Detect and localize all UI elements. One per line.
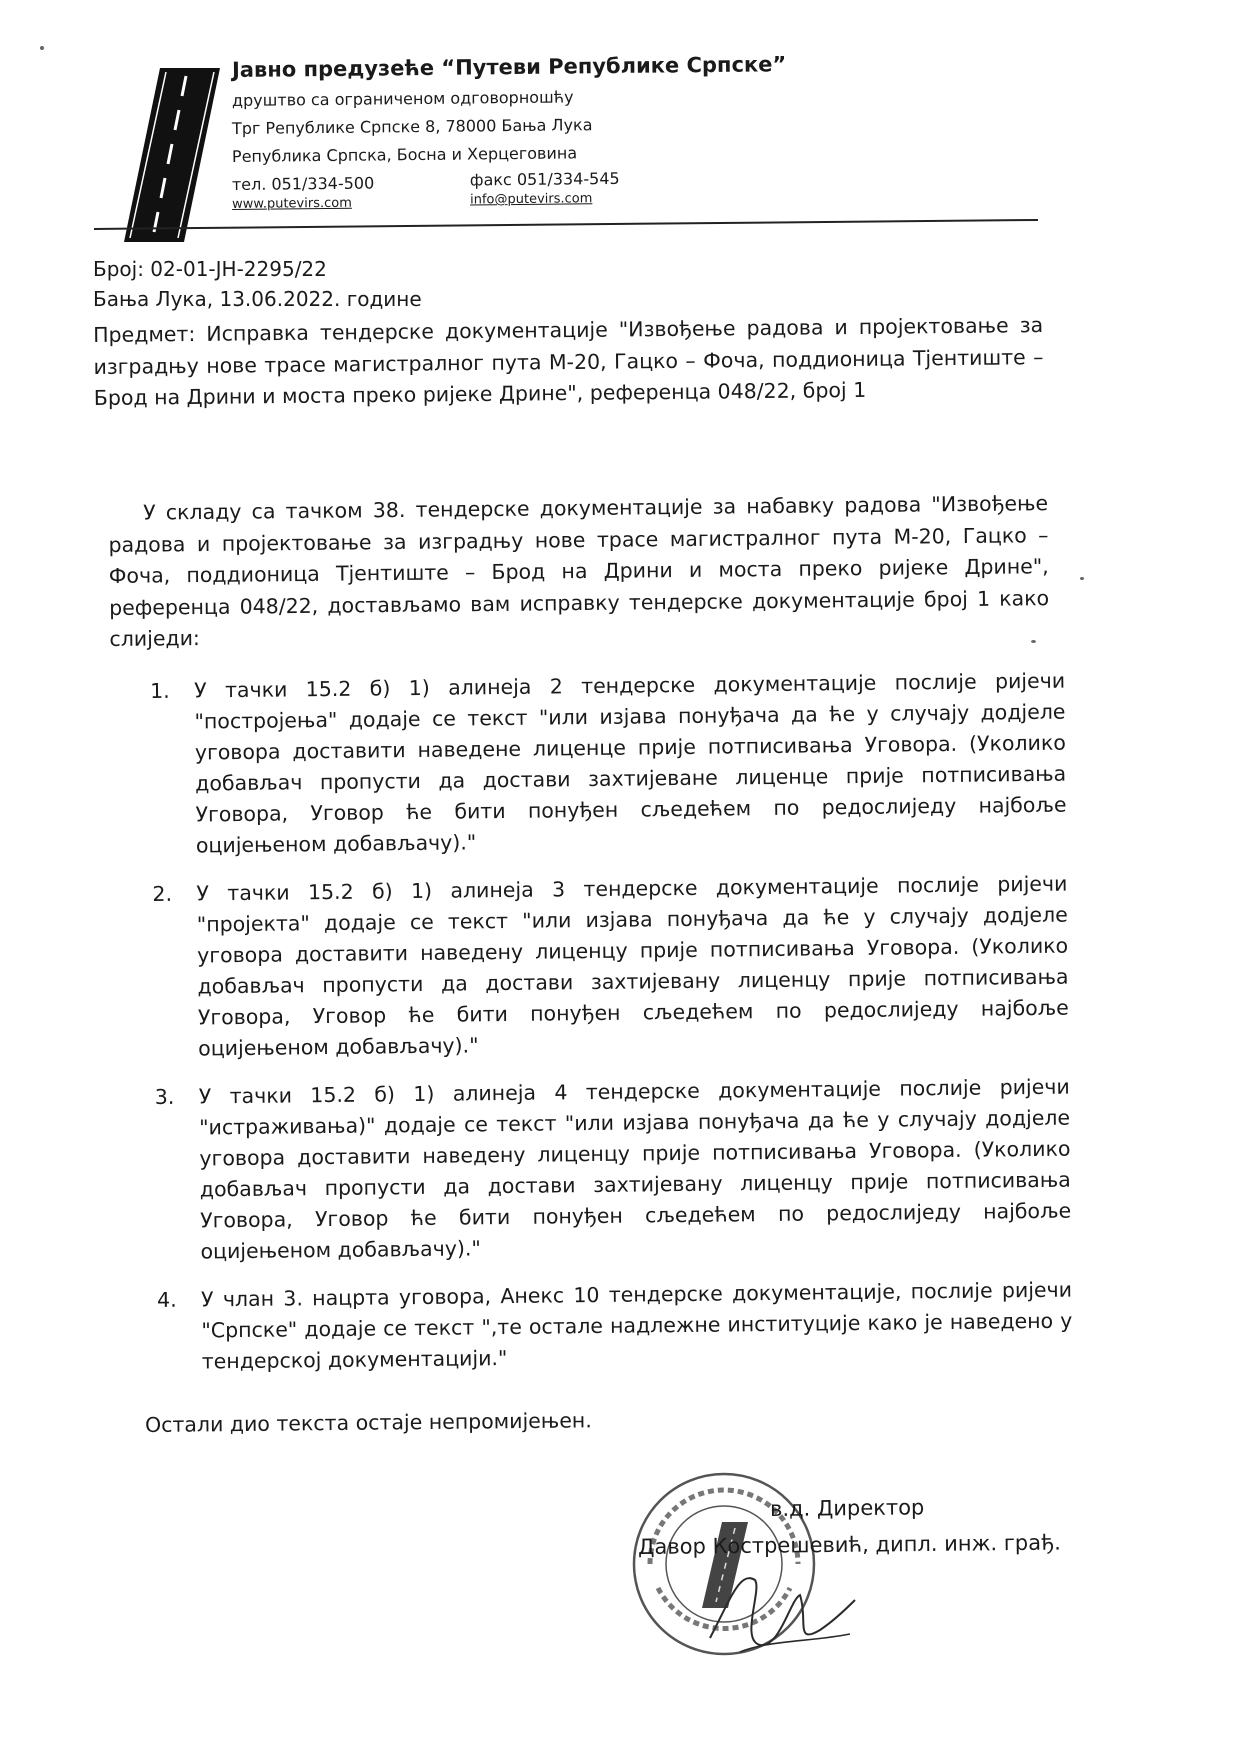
document-subject: Предмет: Исправка тендерске документације "Извођење радова и пројектовање за изградњу нове трасе магистралног пута М-20, Гацко – Фоча, поддионица Тјентиште – Брод на Дрини и моста преко ријеке Дрине", референца 048/22, број 1 <box>93 313 1044 410</box>
list-item-number: 4. <box>156 1287 177 1312</box>
signatory-name: Давор Кострешевић, дипл. инж. грађ. <box>637 1530 1061 1559</box>
list-item-number: 2. <box>152 881 173 906</box>
letterhead-divider <box>94 219 1038 230</box>
list-item <box>150 666 1067 862</box>
scan-artifact <box>1080 577 1084 580</box>
intro-paragraph: У складу са тачком 38. тендерске документације за набавку радова "Извођење радова и пројектовање за изградњу нове трасе магистралног пута М-20, Гацко – Фоча, поддионица Тјентиште – Брод на Дрини и моста преко ријеке Дрине", референца 048/22, достављамо вам исправку тендерске документације број 1 како слиједи: <box>108 491 1050 651</box>
list-item-number: 3. <box>154 1084 175 1109</box>
handwritten-signature <box>700 1560 860 1660</box>
document-number: Број: 02-01-ЈН-2295/22 <box>93 257 327 281</box>
list-item <box>152 869 1069 1065</box>
correction-list <box>150 666 1073 1395</box>
scan-artifact <box>1031 640 1036 643</box>
company-contacts <box>232 169 787 215</box>
document-place-date: Бања Лука, 13.06.2022. године <box>93 287 422 311</box>
list-item-text: У тачки 15.2 б) 1) алинеја 3 тендерске документације послије ријечи "пројекта" додаје се текст "или изјава понуђача да ће у случају додјеле уговора доставити наведену лиценцу прије потписивања Уговора. (Уколико добављач пропусти да достави захтијевану лиценцу прије потписивања Уговора, Уговор ће бити понуђен сљедећем по редослиједу најбоље оцијењеном добављачу)." <box>196 871 1069 1061</box>
company-country: Република Српска, Босна и Херцеговина <box>231 143 578 166</box>
document-meta <box>93 254 422 314</box>
list-item-number: 1. <box>150 678 170 703</box>
list-item <box>157 1275 1073 1378</box>
list-item-text: У тачки 15.2 б) 1) алинеја 2 тендерске документације послије ријечи "постројења" додаје се текст "или изјава понуђача да ће у случају додјеле уговора доставити наведене лиценце прије потписивања Уговора. (Уколико добављач пропусти да достави захтијеване лиценце прије потписивања Уговора, Уговор ће бити понуђен сљедећем по редослиједу најбоље оцијењеном добављачу)." <box>194 668 1067 858</box>
company-legal-form: друштво са ограниченом одговорношћу <box>231 87 574 110</box>
company-phone: тел. 051/334-500 <box>231 173 375 195</box>
scan-artifact <box>40 46 44 50</box>
list-item <box>155 1072 1072 1268</box>
signatory-role: в.д. Директор <box>769 1495 925 1521</box>
company-fax: факс 051/334-545 <box>469 168 620 190</box>
letterhead <box>231 52 787 215</box>
company-name: Јавно предузеће “Путеви Републике Српске” <box>231 52 787 82</box>
company-email-link[interactable]: info@putevirs.com <box>469 191 593 208</box>
list-item-text: У тачки 15.2 б) 1) алинеја 4 тендерске документације послије ријечи "истраживања)" додаје се текст "или изјава понуђача да ће у случају додјеле уговора доставити наведену лиценцу прије потписивања Уговора. (Уколико добављач пропусти да достави захтијевану лиценцу прије потписивања Уговора, Уговор ће бити понуђен сљедећем по редослиједу најбоље оцијењеном добављачу)." <box>198 1074 1072 1264</box>
closing-statement: Остали дио текста остаје непромијењен. <box>144 1408 592 1437</box>
company-website-link[interactable]: www.putevirs.com <box>232 195 352 212</box>
list-item-text: У члан 3. нацрта уговора, Анекс 10 тендерске документације, послије ријечи "Српске" додаје се текст ",те остале надлежне институције како је наведено у тендерској документацији." <box>200 1277 1073 1374</box>
company-address: Трг Републике Српске 8, 78000 Бања Лука <box>231 115 593 138</box>
road-logo-icon <box>122 66 222 244</box>
